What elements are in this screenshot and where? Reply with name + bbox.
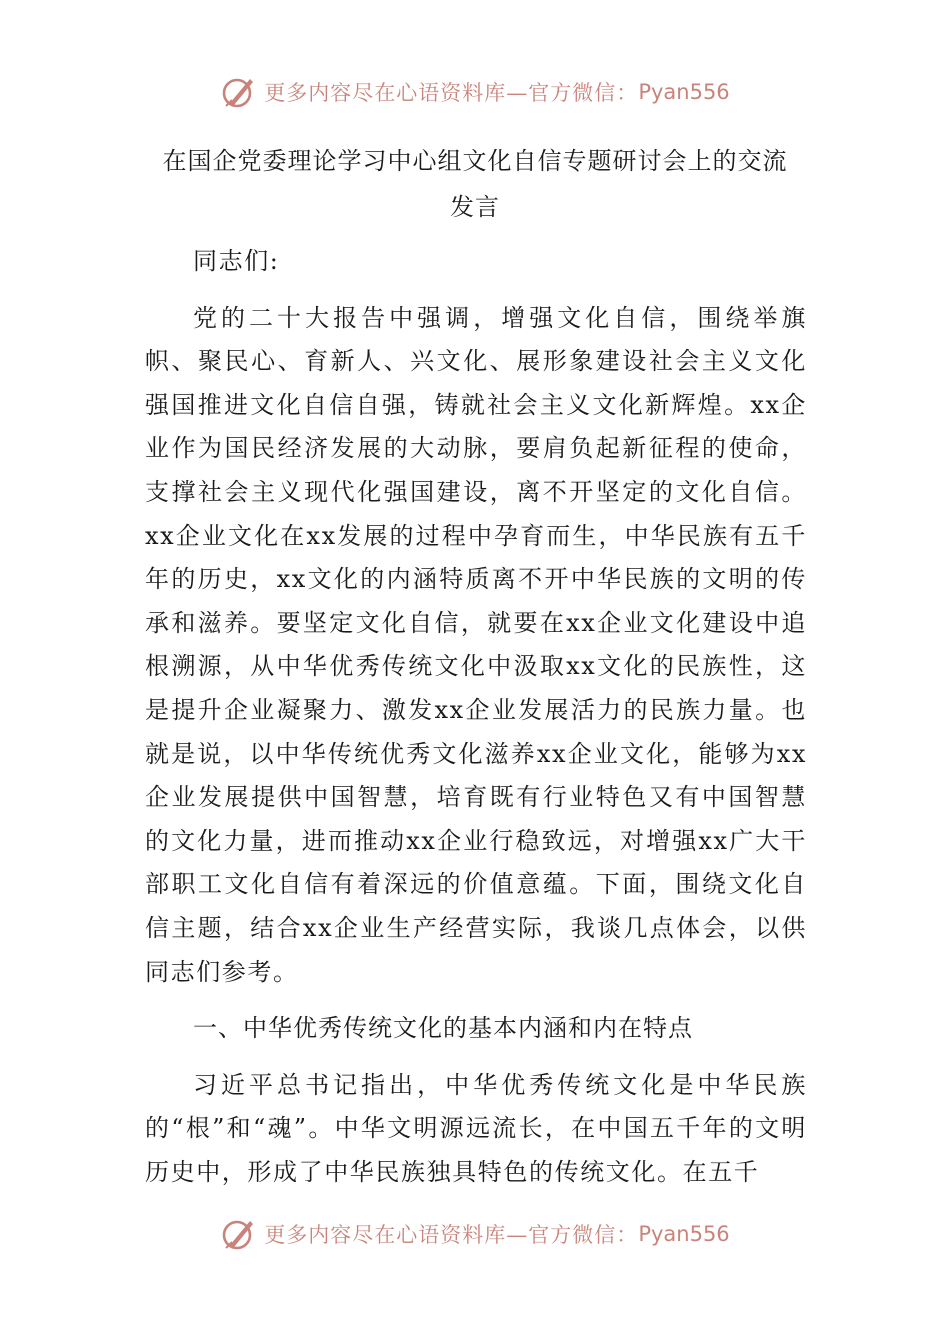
quill-pen-logo-icon (220, 73, 258, 111)
watermark-wechat-id: Pyan556 (638, 80, 730, 104)
watermark-banner-top (0, 70, 950, 114)
greeting: 同志们: (193, 247, 280, 275)
watermark-text: 更多内容尽在心语资料库—官方微信： (264, 1223, 639, 1247)
section-1-heading: 一、中华优秀传统文化的基本内涵和内在特点 (193, 1014, 693, 1043)
paragraph-2: 习近平总书记指出，中华优秀传统文化是中华民族的“根”和“魂”。中华文明源远流长，在中国五千年的文明历史中，形成了中华民族独具特色的传统文化。在五千 (145, 1070, 807, 1186)
watermark-banner-bottom (0, 1212, 950, 1256)
paragraph-1: 党的二十大报告中强调，增强文化自信，围绕举旗帜、聚民心、育新人、兴文化、展形象建设社会主义文化强国推进文化自信自强，铸就社会主义文化新辉煌。xx企业作为国民经济发展的大动脉，要肩负起新征程的使命，支撑社会主义现代化强国建设，离不开坚定的文化自信。xx企业文化在xx发展的过程中孕育而生，中华民族有五千年的历史，xx文化的内涵特质离不开中华民族的文明的传承和滋养。要坚定文化自信，就要在xx企业文化建设中追根溯源，从中华优秀传统文化中汲取xx文化的民族性，这是提升企业凝聚力、激发xx企业发展活力的民族力量。也就是说，以中华传统优秀文化滋养xx企业文化，能够为xx企业发展提供中国智慧，培育既有行业特色又有中国智慧的文化力量，进而推动xx企业行稳致远，对增强xx广大干部职工文化自信有着深远的价值意蕴。下面，围绕文化自信主题，结合xx企业生产经营实际，我谈几点体会，以供同志们参考。 (145, 303, 807, 986)
quill-pen-logo-icon (220, 1215, 258, 1253)
document-body (145, 240, 807, 1207)
watermark-wechat-id: Pyan556 (638, 1222, 730, 1246)
document-title (145, 138, 805, 230)
title-line-2: 发言 (450, 193, 500, 221)
title-line-1: 在国企党委理论学习中心组文化自信专题研讨会上的交流 (162, 147, 788, 175)
watermark-text: 更多内容尽在心语资料库—官方微信： (264, 81, 639, 105)
